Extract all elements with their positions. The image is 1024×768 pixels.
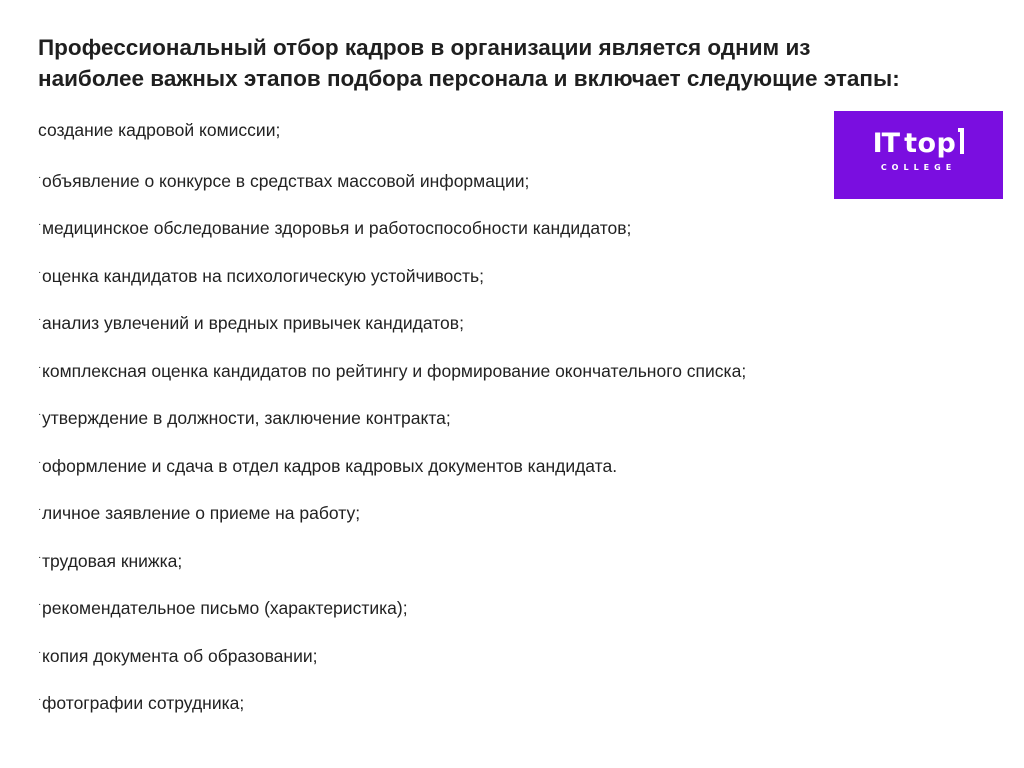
bullet-icon: · <box>38 551 42 563</box>
list-item-text: копия документа об образовании; <box>42 645 318 666</box>
bullet-icon: · <box>38 599 42 610</box>
list-item <box>38 590 938 638</box>
list-item <box>38 448 938 496</box>
list-item <box>38 163 938 211</box>
slide-title <box>38 32 998 94</box>
list-item <box>38 685 938 733</box>
stages-list <box>38 115 938 733</box>
list-item-text: оценка кандидатов на психологическую устойчивость; <box>42 265 485 286</box>
bullet-icon: · <box>38 409 42 420</box>
list-item <box>38 305 938 353</box>
bullet-icon: · <box>38 504 42 515</box>
list-item-text: анализ увлечений и вредных привычек кандидатов; <box>42 313 464 333</box>
list-item-text: комплексная оценка кандидатов по рейтингу и формирование окончательного списка; <box>42 360 747 381</box>
list-item-text: трудовая книжка; <box>42 550 183 571</box>
logo-college-text: COLLEGE <box>880 163 957 172</box>
bullet-icon: · <box>38 361 42 373</box>
list-item <box>38 258 938 306</box>
logo-top-text: top <box>904 128 957 159</box>
list-item <box>38 543 938 591</box>
list-item <box>38 638 938 686</box>
list-item-text: личное заявление о приеме на работу; <box>42 503 361 523</box>
list-item <box>38 210 938 258</box>
list-item <box>38 115 938 163</box>
slide-title-line-1: Профессиональный отбор кадров в организации является одним из <box>38 35 811 60</box>
bullet-icon: · <box>38 171 42 183</box>
list-item-text: объявление о конкурсе в средствах массовой информации; <box>42 170 530 191</box>
list-item-text: утверждение в должности, заключение контракта; <box>42 408 451 428</box>
list-item-text: оформление и сдача в отдел кадров кадровых документов кандидата. <box>42 455 618 476</box>
bullet-icon: · <box>38 694 42 705</box>
bullet-icon: · <box>38 646 42 658</box>
logo-it-text: IT <box>872 128 900 159</box>
list-item <box>38 400 938 448</box>
list-item-text: фотографии сотрудника; <box>42 693 245 713</box>
list-item-text: создание кадровой комиссии; <box>38 120 281 140</box>
bullet-icon: · <box>38 314 42 325</box>
bullet-icon: · <box>38 219 42 230</box>
list-item-text: медицинское обследование здоровья и работоспособности кандидатов; <box>42 218 632 238</box>
list-item <box>38 495 938 543</box>
it-top-college-logo <box>834 111 1003 199</box>
logo-bracket-icon <box>958 128 964 154</box>
list-item-text: рекомендательное письмо (характеристика); <box>42 598 408 618</box>
bullet-icon: · <box>38 456 42 468</box>
list-item <box>38 353 938 401</box>
bullet-icon: · <box>38 266 42 278</box>
logo-wordmark <box>834 128 1003 159</box>
slide-title-line-2: наиболее важных этапов подбора персонала и включает следующие этапы: <box>38 66 900 91</box>
